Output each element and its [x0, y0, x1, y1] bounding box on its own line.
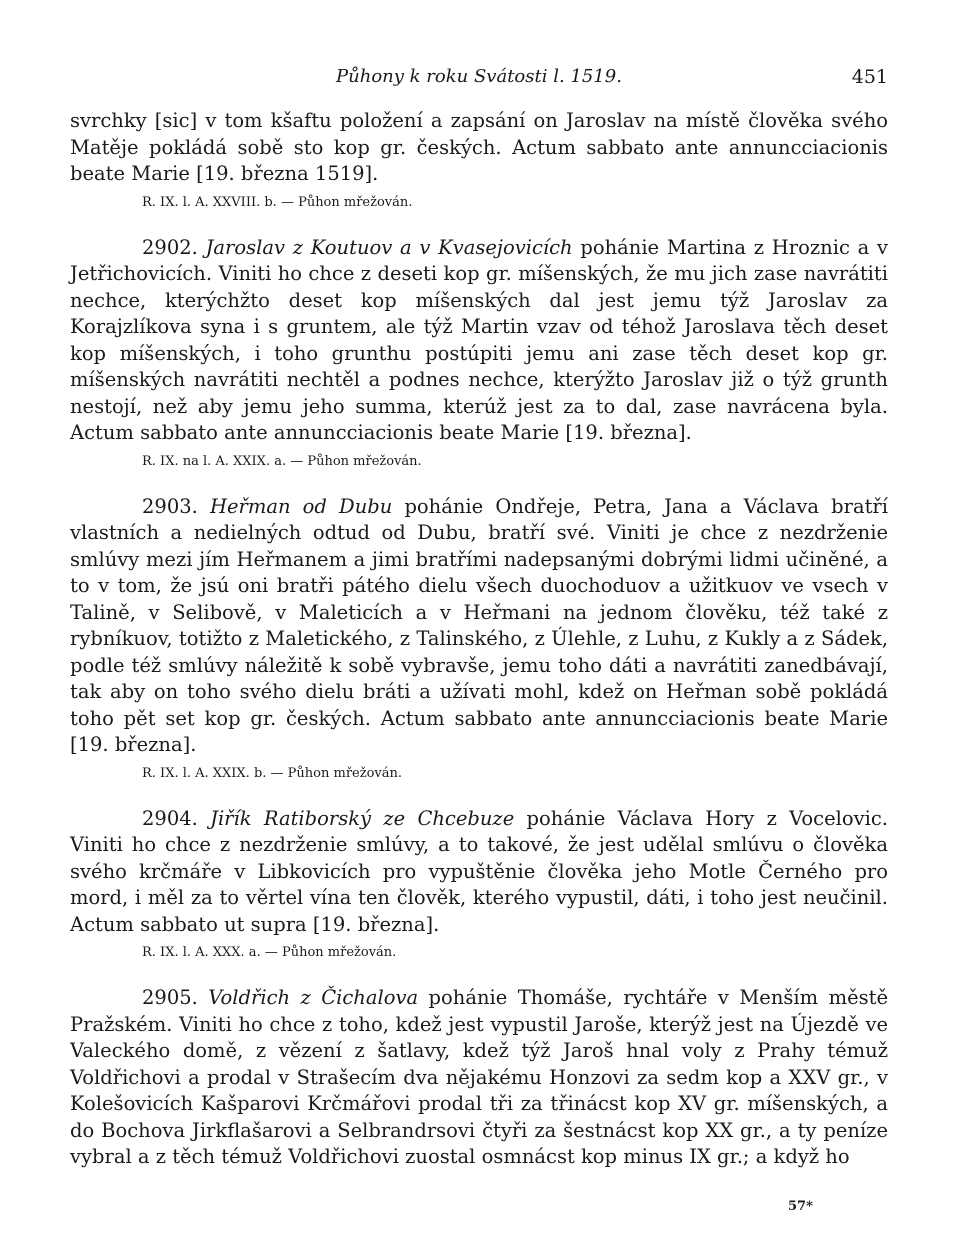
entry-2905: [70, 985, 888, 1171]
entry-reference: R. IX. l. A. XXX. a. — Půhon mřežován.: [142, 945, 397, 960]
entry-number: 2903.: [142, 494, 198, 518]
entry-number: 2902.: [142, 235, 198, 259]
entry-reference: R. IX. l. A. XXIX. b. — Půhon mřežován.: [142, 765, 402, 781]
entry-plaintiff: Voldřich z Čichalova: [208, 986, 419, 1009]
page-number: 451: [851, 66, 888, 88]
running-head: [70, 62, 888, 92]
entry-2902: [70, 235, 888, 447]
printer-signature-mark: 57*: [788, 1199, 813, 1214]
entry-reference: R. IX. na l. A. XXIX. a. — Půhon mřežován.: [142, 453, 422, 469]
entry-2904: [70, 806, 888, 939]
continuation-reference: R. IX. l. A. XXVIII. b. — Půhon mřežován.: [142, 194, 413, 210]
entry-text: pohánie Martina z Hroznic a v Jetřichovicích. Viniti ho chce z deseti kop gr. míšenských, že mu jich zase navrátiti nechce, kterýchžto deset kop míšenských dal jest jemu týž Jaroslav za Korajzlíkova syna i s gruntem, ale týž Martin vzav od téhož Jaroslava těch deset kop míšenských, i toho grunthu postúpiti jemu ani zase těch deset kop gr. míšenských navrátiti nechtěl a podnes nechce, kterýžto Jaroslav již o týž grunth nestojí, než aby jemu jeho summa, kterúž jest za to dal, zase navrácena byla. Actum sabbato ante annuncciacionis beate Marie [19. března].: [70, 235, 889, 444]
entry-number: 2905.: [142, 986, 198, 1009]
entry-text: pohánie Václava Hory z Vocelovic. Viniti ho chce z nezdrženie smlúvy, a to takové, že jest udělal smlúvu o člověka svého krčmáře v Libkovicích pro vypuštěnie člověka jeho Motle Černého pro mord, i měl za to věrtel vína ten člověk, kterého vypustil, dáti, i toho jest neučinil. Actum sabbato ut supra [19. března].: [70, 806, 888, 936]
entry-text: pohánie Ondřeje, Petra, Jana a Václava bratří vlastních a nedielných odtud od Dubu, bratří své. Viniti je chce z nezdrženie smlúvy mezi jím Heřmanem a jimi bratřími nadepsanými dobrými lidmi učiněné, a to v tom, že jsú oni bratři pátého dielu všech duochoduov a užitkuov ve vsech v Talině, v Selibově, v Maleticích a v Heřmani na jednom člověku, též také z rybníkuov, totižto z Maletického, z Talinského, z Úlehle, z Luhu, z Kukly a z Sádek, podle též smlúvy náležitě k sobě vybravše, jemu toho dáti a navrátiti zanedbávají, tak aby on toho svého dielu bráti a užívati mohl, kdež on Heřman sobě pokládá toho pět set kop gr. českých. Actum sabbato ante annuncciacionis beate Marie [19. března].: [70, 494, 888, 756]
running-title: Půhony k roku Svátosti l. 1519.: [336, 66, 622, 87]
entry-number: 2904.: [142, 806, 198, 830]
body-text: [70, 108, 888, 1171]
entry-plaintiff: Jaroslav z Koutuov a v Kvasejovicích: [205, 235, 573, 259]
entry-plaintiff: Jiřík Ratiborský ze Chcebuze: [210, 806, 515, 830]
entry-text: pohánie Thomáše, rychtáře v Menším městě Pražském. Viniti ho chce z toho, kdež jest vypustil Jaroše, kterýž jest na Újezdě ve Valeckého domě, z vězení z šatlavy, kdež týž Jaroš hnal voly z Prahy témuž Voldřichovi a prodal v Strašecím dva nějakému Honzovi za sedm kop a XXV gr., v Kolešovicích Kašparovi Krčmářovi prodal tři za třinácst kop XV gr. míšenských, a do Bochova Jirkflašarovi a Selbrandrsovi čtyři za šestnácst kop XX gr., a ty peníze vybral a z těch témuž Voldřichovi zuostal osmnácst kop minus IX gr.; a když ho: [70, 986, 888, 1168]
entry-plaintiff: Heřman od Dubu: [209, 494, 393, 518]
entry-2903: [70, 494, 888, 759]
continuation-paragraph: svrchky [sic] v tom kšaftu položení a zapsání on Jaroslav na místě člověka svého Matěje pokládá sobě sto kop gr. českých. Actum sabbato ante annuncciacionis beate Marie [19. března 1519].: [70, 109, 888, 185]
